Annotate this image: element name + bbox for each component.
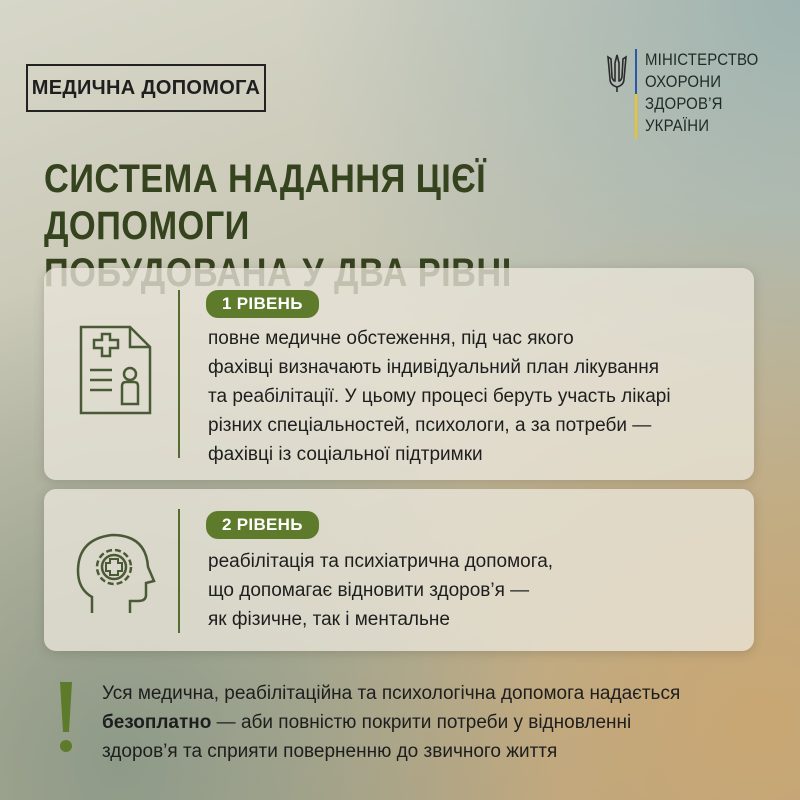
text-line: що допомагає відновити здоров’я —: [208, 580, 530, 601]
text-line: як фізичне, так і ментальне: [208, 609, 450, 630]
card-divider: [178, 509, 180, 633]
text-line: реабілітація та психіатрична допомога,: [208, 551, 554, 572]
ministry-logo: [606, 49, 774, 139]
level-2-card: [44, 489, 754, 651]
note-line: здоров’я та сприяти поверненню до звичного життя: [102, 741, 558, 762]
trident-icon: [606, 53, 628, 93]
ministry-line: УКРАЇНИ: [645, 116, 710, 135]
level-1-card: [44, 268, 754, 480]
note-line: [102, 708, 782, 737]
text-line: фахівці із соціальної підтримки: [208, 444, 483, 465]
ministry-name: [645, 49, 758, 137]
ministry-line: ОХОРОНИ: [645, 72, 722, 91]
level-2-badge: 2 РІВЕНЬ: [206, 511, 319, 539]
text-line: різних спеціальностей, психологи, а за потреби —: [208, 415, 652, 436]
free-care-note: [102, 679, 782, 766]
flag-divider: [635, 49, 637, 139]
ministry-line: МІНІСТЕРСТВО: [645, 50, 759, 69]
title-line-1: СИСТЕМА НАДАННЯ ЦІЄЇ ДОПОМОГИ: [44, 157, 487, 248]
level-1-description: [208, 324, 748, 469]
level-2-description: [208, 547, 728, 634]
section-tag-label: МЕДИЧНА ДОПОМОГА: [31, 76, 261, 99]
exclamation-icon: [58, 680, 74, 755]
text-line: фахівці визначають індивідуальний план лікування: [208, 357, 660, 378]
card-divider: [178, 290, 180, 458]
note-line-rest: — аби повністю покрити потреби у відновленні: [211, 712, 632, 733]
note-line: Уся медична, реабілітаційна та психологічна допомога надається: [102, 683, 681, 704]
medical-document-person-icon: [78, 324, 154, 416]
section-tag: [26, 64, 266, 112]
ministry-line: ЗДОРОВ’Я: [645, 94, 723, 113]
text-line: повне медичне обстеження, під час якого: [208, 328, 574, 349]
text-line: та реабілітації. У цьому процесі беруть участь лікарі: [208, 386, 671, 407]
note-emphasis: безоплатно: [102, 712, 212, 733]
level-1-badge: 1 РІВЕНЬ: [206, 290, 319, 318]
head-gear-cross-icon: [72, 527, 156, 617]
